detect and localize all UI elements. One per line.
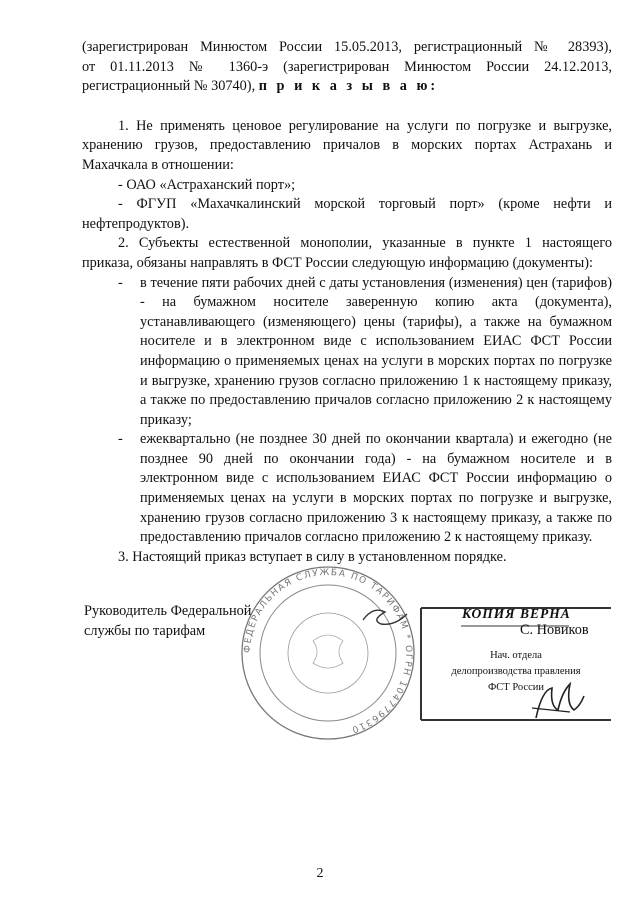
bullet-mark: - [118,274,123,291]
signatory-name: С. Новиков [520,622,589,638]
intro-line-3 [82,77,612,97]
item-1-sub-1: - ОАО «Астраханский порт»; [118,176,296,193]
svg-text:ФЕДЕРАЛЬНАЯ СЛУЖБА ПО ТАРИФАМ: ФЕДЕРАЛЬНАЯ СЛУЖБА ПО ТАРИФАМ * ОГРН 1047796310 [242,567,414,735]
page-number: 2 [316,866,324,881]
intro-line-1: (зарегистрирован Минюстом России 15.05.2013, регистрационный № 28393), [82,39,612,55]
copy-stamp-line-1: Нач. отдела [490,650,542,661]
item-3: 3. Настоящий приказ вступает в силу в установленном порядке. [118,548,507,565]
signature-scribble-icon [355,598,415,638]
copy-stamp-title: КОПИЯ ВЕРНА [462,606,571,621]
position-line-2: службы по тарифам [84,623,206,639]
intro-line-2: от 01.11.2013 № 1360-э (зарегистрирован Минюстом России 24.12.2013, [82,58,612,75]
item-1-sub-2: - ФГУП «Махачкалинский морской торговый порт» (кроме нефти и нефтепродуктов). [82,196,612,232]
document-body [82,38,612,567]
handwritten-signature-icon [530,678,590,728]
item-2: 2. Субъекты естественной монополии, указанные в пункте 1 настоящего приказа, обязаны направлять в ФСТ России следующую информацию (документы): [82,235,612,271]
bullet-mark: - [118,431,123,448]
order-keyword: п р и к а з ы в а ю: [258,78,439,95]
signatory-position [84,601,251,641]
copy-stamp-line-3: ФСТ России [488,682,544,693]
item-1: 1. Не применять ценовое регулирование на услуги по погрузке и выгрузке, хранению грузов, предоставлению причалов в морских портах Астрахань и Махачкала в отношении: [82,117,612,173]
position-line-1: Руководитель Федеральной [84,603,252,619]
item-2-bullet-2 [82,430,612,548]
bullet-text: ежеквартально (не позднее 30 дней по окончании квартала) и ежегодно (не позднее 90 дней по окончании года) - на бумажном носителе и в электронном виде с использованием ЕИАС ФСТ России информацию о применяемых ценах на услуги в морских портах по погрузке и выгрузке, хранению грузов согласно приложению 3 к настоящему приказу, а также по предоставлению причалов согласно приложению 2 к настоящему приказу. [140,431,612,546]
copy-stamp-line-2: делопроизводства правления [451,666,581,677]
registration-text: регистрационный № 30740), [82,78,259,95]
item-2-bullet-1 [82,274,612,431]
official-seal-icon [228,563,428,743]
bullet-text: в течение пяти рабочих дней с даты установления (изменения) цен (тарифов) - на бумажном носителе заверенную копию акта (документа), устанавливающего (изменяющего) цены (тарифы), а также на бумажном носителе и в электронном виде с использованием ЕИАС ФСТ России информацию о применяемых ценах на услуги в морских портах по погрузке и выгрузке, хранению грузов согласно приложению 1 к настоящему приказу, а также по предоставлению причалов согласно приложению 2 к настоящему приказу; [140,274,612,428]
